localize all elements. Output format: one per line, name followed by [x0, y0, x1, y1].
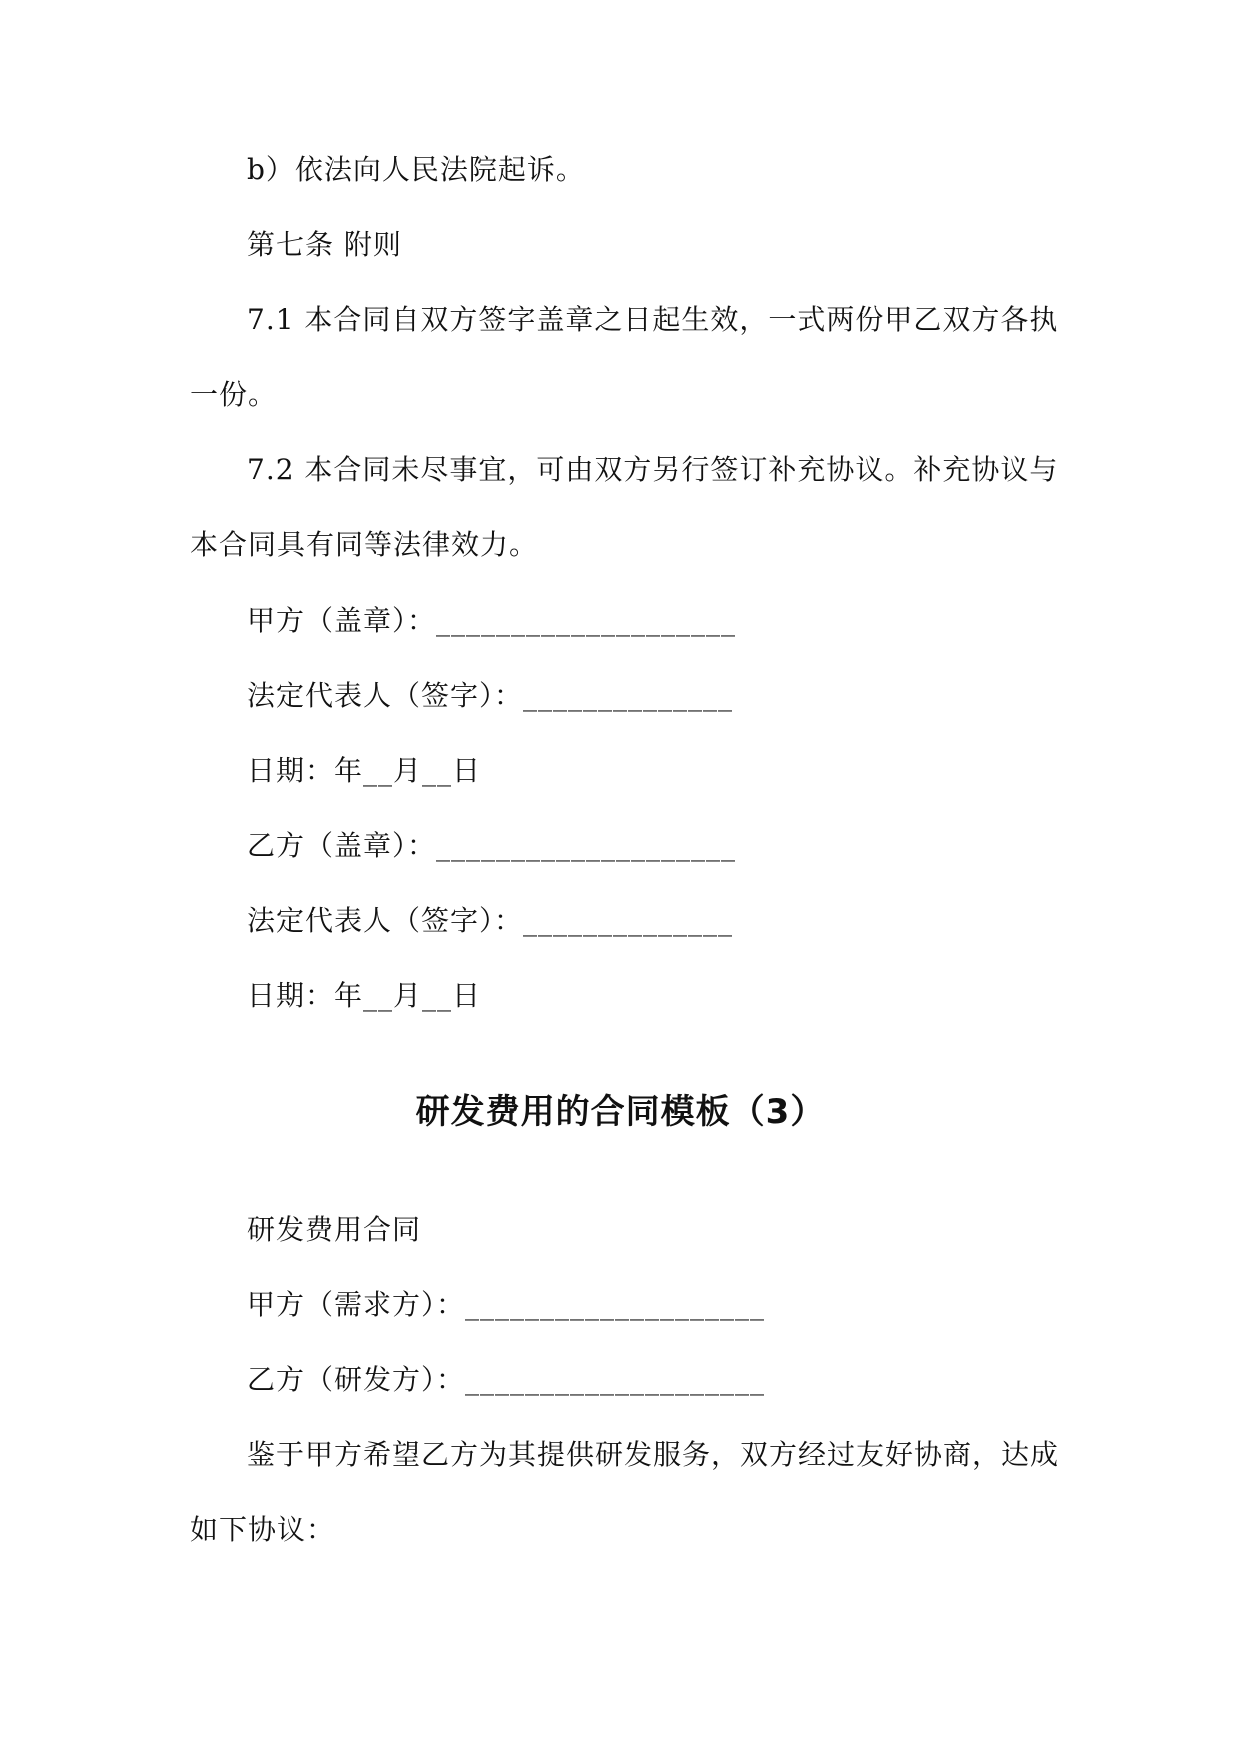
- clause-6-item-b: b）依法向人民法院起诉。: [247, 153, 585, 186]
- article-7-heading: 第七条 附则: [247, 228, 402, 261]
- party-a-seal-field: 甲方（盖章）：____________________: [247, 604, 737, 637]
- party-a-demand-field: 甲方（需求方）：____________________: [247, 1288, 766, 1321]
- party-a-date-field: 日期：年__月__日: [247, 754, 482, 787]
- party-b-seal-field: 乙方（盖章）：____________________: [247, 829, 737, 862]
- section-title: 研发费用的合同模板（3）: [415, 1092, 826, 1132]
- contract-name: 研发费用合同: [247, 1213, 422, 1246]
- preamble-line-1: 鉴于甲方希望乙方为其提供研发服务，双方经过友好协商，达成: [247, 1438, 1060, 1471]
- clause-7-2-line-2: 本合同具有同等法律效力。: [190, 528, 539, 561]
- clause-7-1-line-2: 一份。: [190, 378, 278, 411]
- party-a-representative-field: 法定代表人（签字）：______________: [247, 679, 734, 712]
- preamble-line-2: 如下协议：: [190, 1513, 336, 1546]
- party-b-developer-field: 乙方（研发方）：____________________: [247, 1363, 766, 1396]
- clause-7-1-line-1: 7.1 本合同自双方签字盖章之日起生效，一式两份甲乙双方各执: [247, 303, 1059, 336]
- clause-7-2-line-1: 7.2 本合同未尽事宜，可由双方另行签订补充协议。补充协议与: [247, 453, 1059, 486]
- party-b-representative-field: 法定代表人（签字）：______________: [247, 904, 734, 937]
- party-b-date-field: 日期：年__月__日: [247, 979, 482, 1012]
